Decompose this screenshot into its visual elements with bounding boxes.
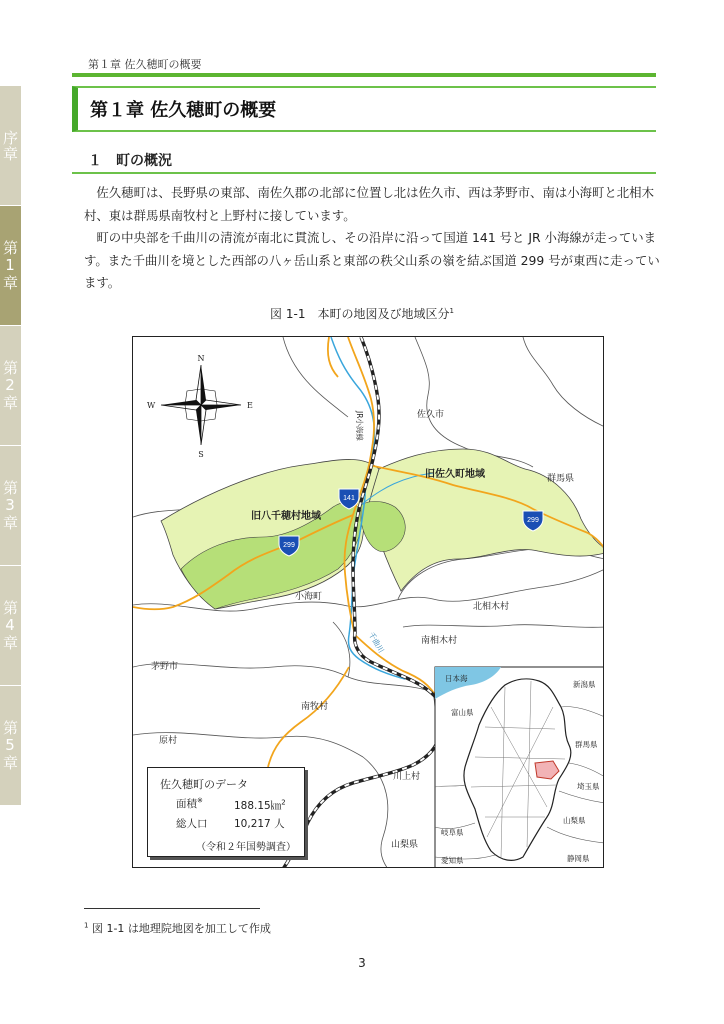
- label-koumi: 小海町: [295, 592, 323, 602]
- inset-label-sea: 日本海: [445, 674, 468, 683]
- label-former-sakucho: 旧佐久町地域: [425, 469, 485, 480]
- compass-n-label: N: [197, 354, 205, 363]
- figure-caption: [0, 305, 724, 322]
- page-number: 3: [358, 956, 366, 970]
- side-tab-chapter-5[interactable]: 第5章: [0, 686, 21, 806]
- side-tab-prologue[interactable]: 序章: [0, 86, 21, 206]
- route-299-east-label: 299: [527, 517, 539, 524]
- label-former-yachiho: 旧八千穂村地域: [251, 511, 321, 522]
- population-value: 10,217 人: [234, 818, 285, 830]
- label-sakushi: 佐久市: [417, 410, 445, 420]
- label-minamiaiki: 南相木村: [421, 636, 458, 646]
- inset-label-aichi: 愛知県: [441, 856, 464, 865]
- footnote-rule: [84, 908, 260, 909]
- area-note-mark: ※: [197, 796, 203, 805]
- running-header: 第１章 佐久穂町の概要: [88, 58, 202, 71]
- compass-s-label: S: [198, 450, 204, 459]
- route-299-west-label: 299: [283, 542, 295, 549]
- side-tab-chapter-1[interactable]: 第1章: [0, 206, 21, 326]
- side-tab-chapter-4[interactable]: 第4章: [0, 566, 21, 686]
- label-chino: 茅野市: [151, 662, 179, 672]
- label-hara: 原村: [159, 736, 178, 746]
- data-box-title: 佐久穂町のデータ: [160, 778, 248, 791]
- section-heading: １ 町の概況: [88, 153, 172, 169]
- side-tab-chapter-2[interactable]: 第2章: [0, 326, 21, 446]
- chapter-title-band: [72, 86, 656, 132]
- area-value-text: 188.15㎞: [234, 800, 282, 812]
- area-value: [234, 798, 286, 813]
- body-text: [84, 182, 660, 295]
- chapter-title: 第１章 佐久穂町の概要: [90, 100, 277, 121]
- label-koumi-line: JR小海線: [355, 411, 364, 441]
- label-yamanashi: 山梨県: [391, 840, 419, 850]
- body-paragraph-1: 佐久穂町は、長野県の東部、南佐久郡の北部に位置し北は佐久市、西は茅野市、南は小海町と北相木村、東は群馬県南牧村と上野村に接しています。: [84, 185, 654, 223]
- area-value-sup: 2: [281, 798, 286, 807]
- population-label: 総人口: [176, 818, 208, 830]
- figure-caption-text: 図 1-1 本町の地図及び地域区分: [270, 307, 450, 321]
- footnote-text: 図 1-1 は地理院地図を加工して作成: [91, 922, 271, 935]
- inset-label-niigata: 新潟県: [573, 680, 596, 689]
- route-141-label: 141: [343, 495, 355, 502]
- compass-e-label: E: [247, 401, 253, 410]
- inset-label-shizuoka: 静岡県: [567, 854, 590, 863]
- label-gunma: 群馬県: [547, 474, 575, 484]
- area-label: [176, 796, 203, 811]
- area-label-text: 面積: [176, 798, 197, 810]
- map-figure: [132, 336, 604, 868]
- label-chikuma-river: 千曲川: [366, 630, 386, 655]
- inset-label-gifu: 岐阜県: [441, 828, 464, 837]
- side-tab-chapter-3[interactable]: 第3章: [0, 446, 21, 566]
- data-source-note: （令和２年国勢調査）: [196, 842, 296, 853]
- section-rule: [72, 172, 656, 174]
- label-minamimaki: 南牧村: [301, 702, 329, 712]
- footnote: [84, 920, 271, 936]
- inset-label-gunma: 群馬県: [575, 740, 598, 749]
- body-paragraph-2: 町の中央部を千曲川の清流が南北に貫流し、その沿岸に沿って国道 141 号と JR 小海線が走っています。また千曲川を境とした西部の八ヶ岳山系と東部の秩父山系の嶺を結ぶ国道 299 号が東西に走っています。: [84, 230, 660, 290]
- label-kitaaiki: 北相木村: [473, 602, 510, 612]
- header-rule: [72, 73, 656, 77]
- figure-caption-footnote-ref: 1: [449, 307, 454, 315]
- compass-rose-icon: [147, 354, 253, 459]
- label-kawakami: 川上村: [393, 772, 421, 782]
- town-data-box: [147, 767, 305, 857]
- side-tabs: [0, 86, 54, 806]
- compass-w-label: W: [147, 401, 156, 410]
- footnote-ref: 1: [84, 921, 89, 930]
- inset-label-saitama: 埼玉県: [577, 782, 600, 791]
- inset-label-yamanashi: 山梨県: [563, 816, 586, 825]
- inset-label-toyama: 富山県: [451, 708, 474, 717]
